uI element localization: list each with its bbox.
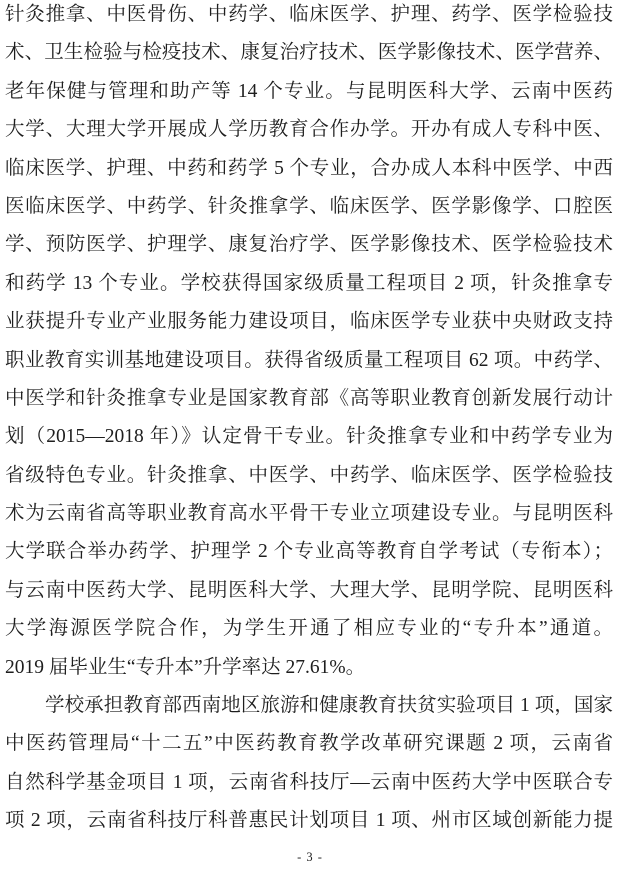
text-line: 省级特色专业。针灸推拿、中医学、中药学、临床医学、医学检验技 — [5, 464, 613, 486]
text-line: 和药学 13 个专业。学校获得国家级质量工程项目 2 项，针灸推拿专 — [5, 272, 613, 294]
text-line: 自然科学基金项目 1 项，云南省科技厅—云南中医药大学中医联合专 — [5, 771, 613, 793]
text-line: 大学、大理大学开展成人学历教育合作办学。开办有成人专科中医、 — [5, 119, 613, 141]
text-line: 中医药管理局“十二五”中医药教育教学改革研究课题 2 项，云南省 — [5, 733, 613, 755]
text-line: 学、预防医学、护理学、康复治疗学、医学影像技术、医学检验技术 — [5, 234, 613, 256]
text-line: 术、卫生检验与检疫技术、康复治疗技术、医学影像技术、医学营养、 — [5, 42, 613, 64]
text-line: 医临床医学、中药学、针灸推拿学、临床医学、医学影像学、口腔医 — [5, 195, 613, 217]
text-line: 划（2015—2018 年）》认定骨干专业。针灸推拿专业和中药学专业为 — [5, 426, 613, 448]
text-block — [5, 0, 613, 841]
text-line: 临床医学、护理、中药和药学 5 个专业，合办成人本科中医学、中西 — [5, 157, 613, 179]
text-line: 职业教育实训基地建设项目。获得省级质量工程项目 62 项。中药学、 — [5, 349, 613, 371]
text-line: 大学联合举办药学、护理学 2 个专业高等教育自学考试（专衔本）； — [5, 541, 613, 563]
text-line: 老年保健与管理和助产等 14 个专业。与昆明医科大学、云南中医药 — [5, 80, 613, 102]
text-line: 术为云南省高等职业教育高水平骨干专业立项建设专业。与昆明医科 — [5, 503, 613, 525]
text-line: 2019 届毕业生“专升本”升学率达 27.61%。 — [5, 656, 366, 678]
text-line: 项 2 项，云南省科技厅科普惠民计划项目 1 项、州市区域创新能力提 — [5, 810, 613, 832]
text-line: 针灸推拿、中医骨伤、中药学、临床医学、护理、药学、医学检验技 — [5, 4, 613, 25]
text-line: 业获提升专业产业服务能力建设项目，临床医学专业获中央财政支持 — [5, 311, 613, 333]
text-line: 中医学和针灸推拿专业是国家教育部《高等职业教育创新发展行动计 — [5, 387, 613, 409]
page-number: - 3 - — [297, 850, 323, 864]
text-line: 大学海源医学院合作，为学生开通了相应专业的“专升本”通道。 — [5, 618, 613, 640]
text-line: 学校承担教育部西南地区旅游和健康教育扶贫实验项目 1 项，国家 — [45, 695, 613, 717]
text-line: 与云南中医药大学、昆明医科大学、大理大学、昆明学院、昆明医科 — [5, 579, 613, 601]
page-footer — [0, 848, 620, 866]
